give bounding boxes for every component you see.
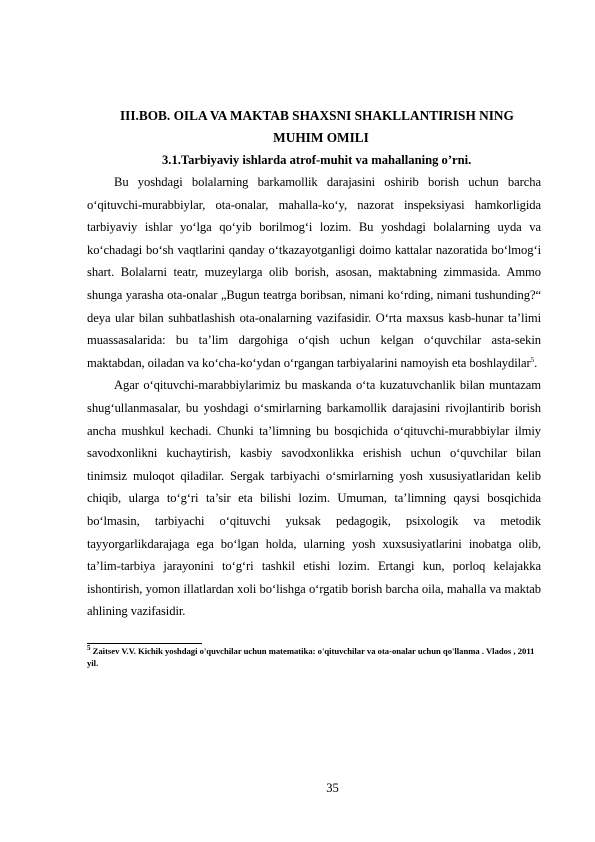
paragraph-1	[87, 171, 541, 374]
footnote	[87, 645, 547, 669]
paragraph-2: Agar o‘qituvchi-marabbiylarimiz bu maskanda o‘ta kuzatuvchanlik bilan muntazam shug‘ullanmasalar, bu yoshdagi o‘smirlarning barkamollik darajasini rivojlantirib borish ancha mushkul kechadi. Chunki ta’limning bu bosqichida o‘qituvchi-murabbiylar ilmiy savodxonlikni kuchaytirish, kasbiy savodxonlikka erishish uchun o‘quvchilar bilan tinimsiz muloqot qiladilar. Sergak tarbiyachi o‘smirlarning yosh xususiyatlaridan kelib chiqib, ularga to‘g‘ri ta’sir eta bilishi lozim. Umuman, ta’limning qaysi bosqichida bo‘lmasin, tarbiyachi o‘qituvchi yuksak pedagogik, psixologik va metodik tayyorgarlikdarajaga ega bo‘lgan holda, ularning yosh xuxsusiyatlarini inobatga olib, ta’lim-tarbiya jarayonini to‘g‘ri tashkil etishi lozim. Ertangi kun, porloq kelajakka ishontirish, yomon illatlardan xoli bo‘lishga o‘rgatib borish barcha oila, mahalla va maktab ahlining vazifasidir.	[87, 378, 541, 619]
page-number: 35	[326, 781, 339, 795]
footnote-text: Zaitsev V.V. Kichik yoshdagi o'quvchilar uchun matematika: o'qituvchilar va ota-onalar uchun qo'llanma . Vlados , 2011 yil.	[87, 646, 535, 668]
body-text	[87, 171, 541, 623]
paragraph-1-end: .	[534, 355, 538, 370]
chapter-title-line-1: III.BOB. OILA VA MAKTAB SHAXSNI SHAKLLANTIRISH NING	[120, 108, 514, 123]
chapter-title-line-2: MUHIM OMILI	[273, 130, 369, 145]
footnote-reference: 5	[530, 355, 535, 364]
footnote-number: 5	[87, 644, 91, 653]
footnote-separator	[87, 643, 202, 644]
paragraph-1-text: Bu yoshdagi bolalarning barkamollik darajasini oshirib borish uchun barcha o‘qituvchi-murabbiylar, ota-onalar, mahalla-ko‘y, nazorat inspeksiyasi hamkorligida tarbiyaviy ishlar yo‘lga qo‘yib borilmog‘i lozim. Bu yoshdagi bolalarning uyda va ko‘chadagi bo‘sh vaqtlarini qanday o‘tkazayotganligi doimo kattalar nazoratida bo‘lmog‘i shart. Bolalarni teatr, muzeylarga olib borish, asosan, maktabning zimmasida. Ammo shunga yarasha ota-onalar „Bugun teatrga boribsan, nimani ko‘rding, nimani tushunding?“ deya ular bilan suhbatlashish ota-onalarning vazifasidir. O‘rta maxsus kasb-hunar ta’limi muassasalarida: bu ta’lim dargohiga o‘qish uchun kelgan o‘quvchilar asta-sekin maktabdan, oiladan va ko‘cha-ko‘ydan o‘rgangan tarbiyalarini namoyish eta boshlaydilar	[87, 175, 541, 370]
section-title: 3.1.Tarbiyaviy ishlarda atrof-muhit va mahallaning o’rni.	[162, 153, 472, 167]
